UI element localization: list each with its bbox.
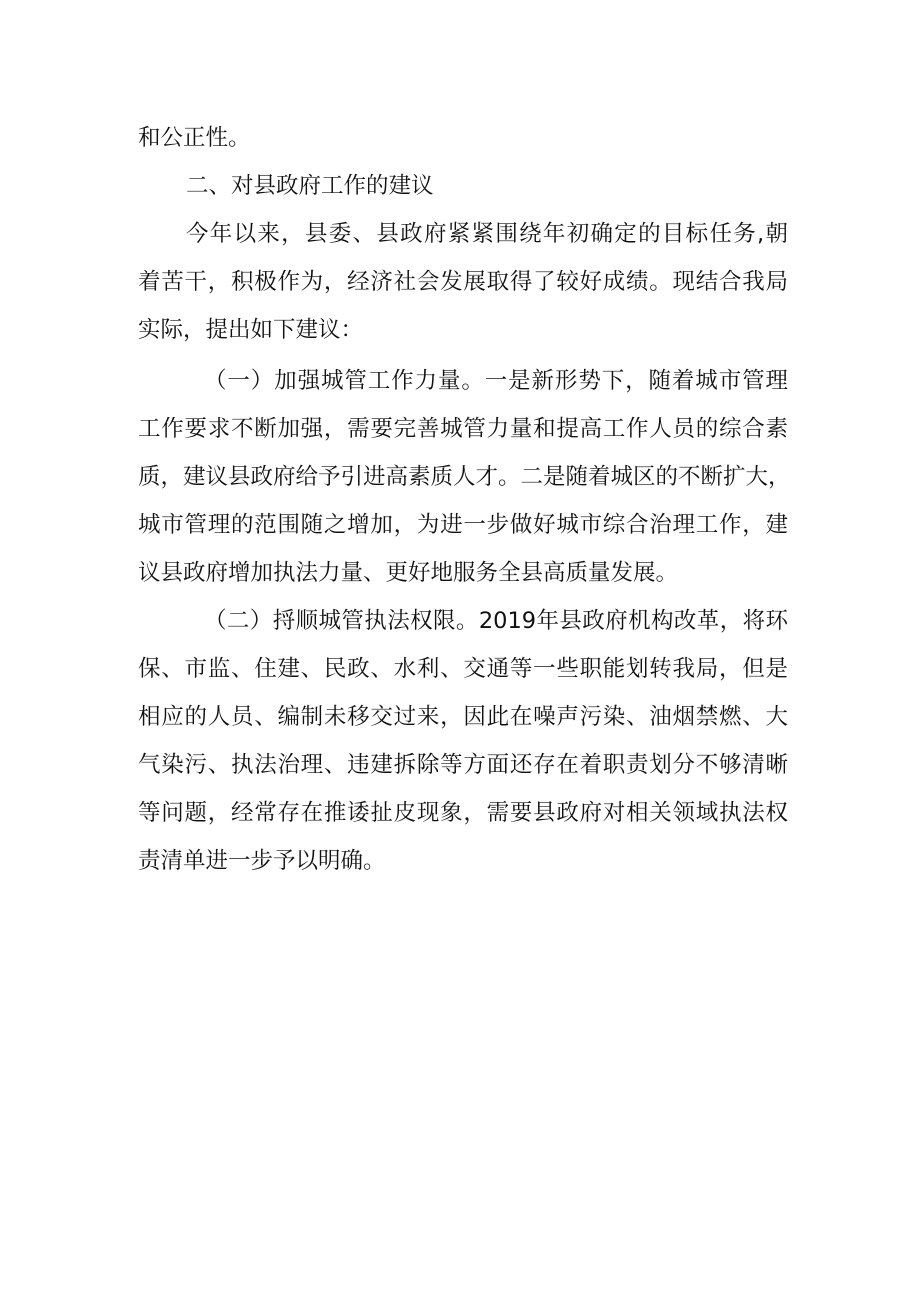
text-line: 气染污、执法治理、违建拆除等方面还存在着职责划分不够清晰	[138, 752, 788, 778]
text-line: 着苦干，积极作为，经济社会发展取得了较好成绩。现结合我局	[138, 269, 788, 295]
text-line: 相应的人员、编制未移交过来，因此在噪声污染、油烟禁燃、大	[138, 704, 788, 730]
subsection-heading-line: （一）加强城管工作力量。一是新形势下，随着城市管理	[204, 368, 788, 394]
section-heading: 二、对县政府工作的建议	[186, 173, 434, 199]
text-line: 质，建议县政府给予引进高素质人才。二是随着城区的不断扩大，	[138, 464, 791, 490]
subsection-heading-line: （二）捋顺城管执法权限。2019年县政府机构改革，将环	[204, 608, 788, 634]
text-line: 实际，提出如下建议：	[138, 317, 364, 343]
text-line: 议县政府增加执法力量、更好地服务全县高质量发展。	[138, 560, 679, 586]
text-line: 责清单进一步予以明确。	[138, 848, 386, 874]
text-line: 工作要求不断加强，需要完善城管力量和提高工作人员的综合素	[138, 416, 788, 442]
text-line: 城市管理的范围随之增加，为进一步做好城市综合治理工作，建	[138, 512, 788, 538]
text-line: 等问题，经常存在推诿扯皮现象，需要县政府对相关领域执法权	[138, 800, 788, 826]
text-line: 和公正性。	[138, 125, 251, 151]
text-line: 今年以来，县委、县政府紧紧围绕年初确定的目标任务,朝	[186, 221, 788, 247]
text-line: 保、市监、住建、民政、水利、交通等一些职能划转我局，但是	[138, 656, 788, 682]
